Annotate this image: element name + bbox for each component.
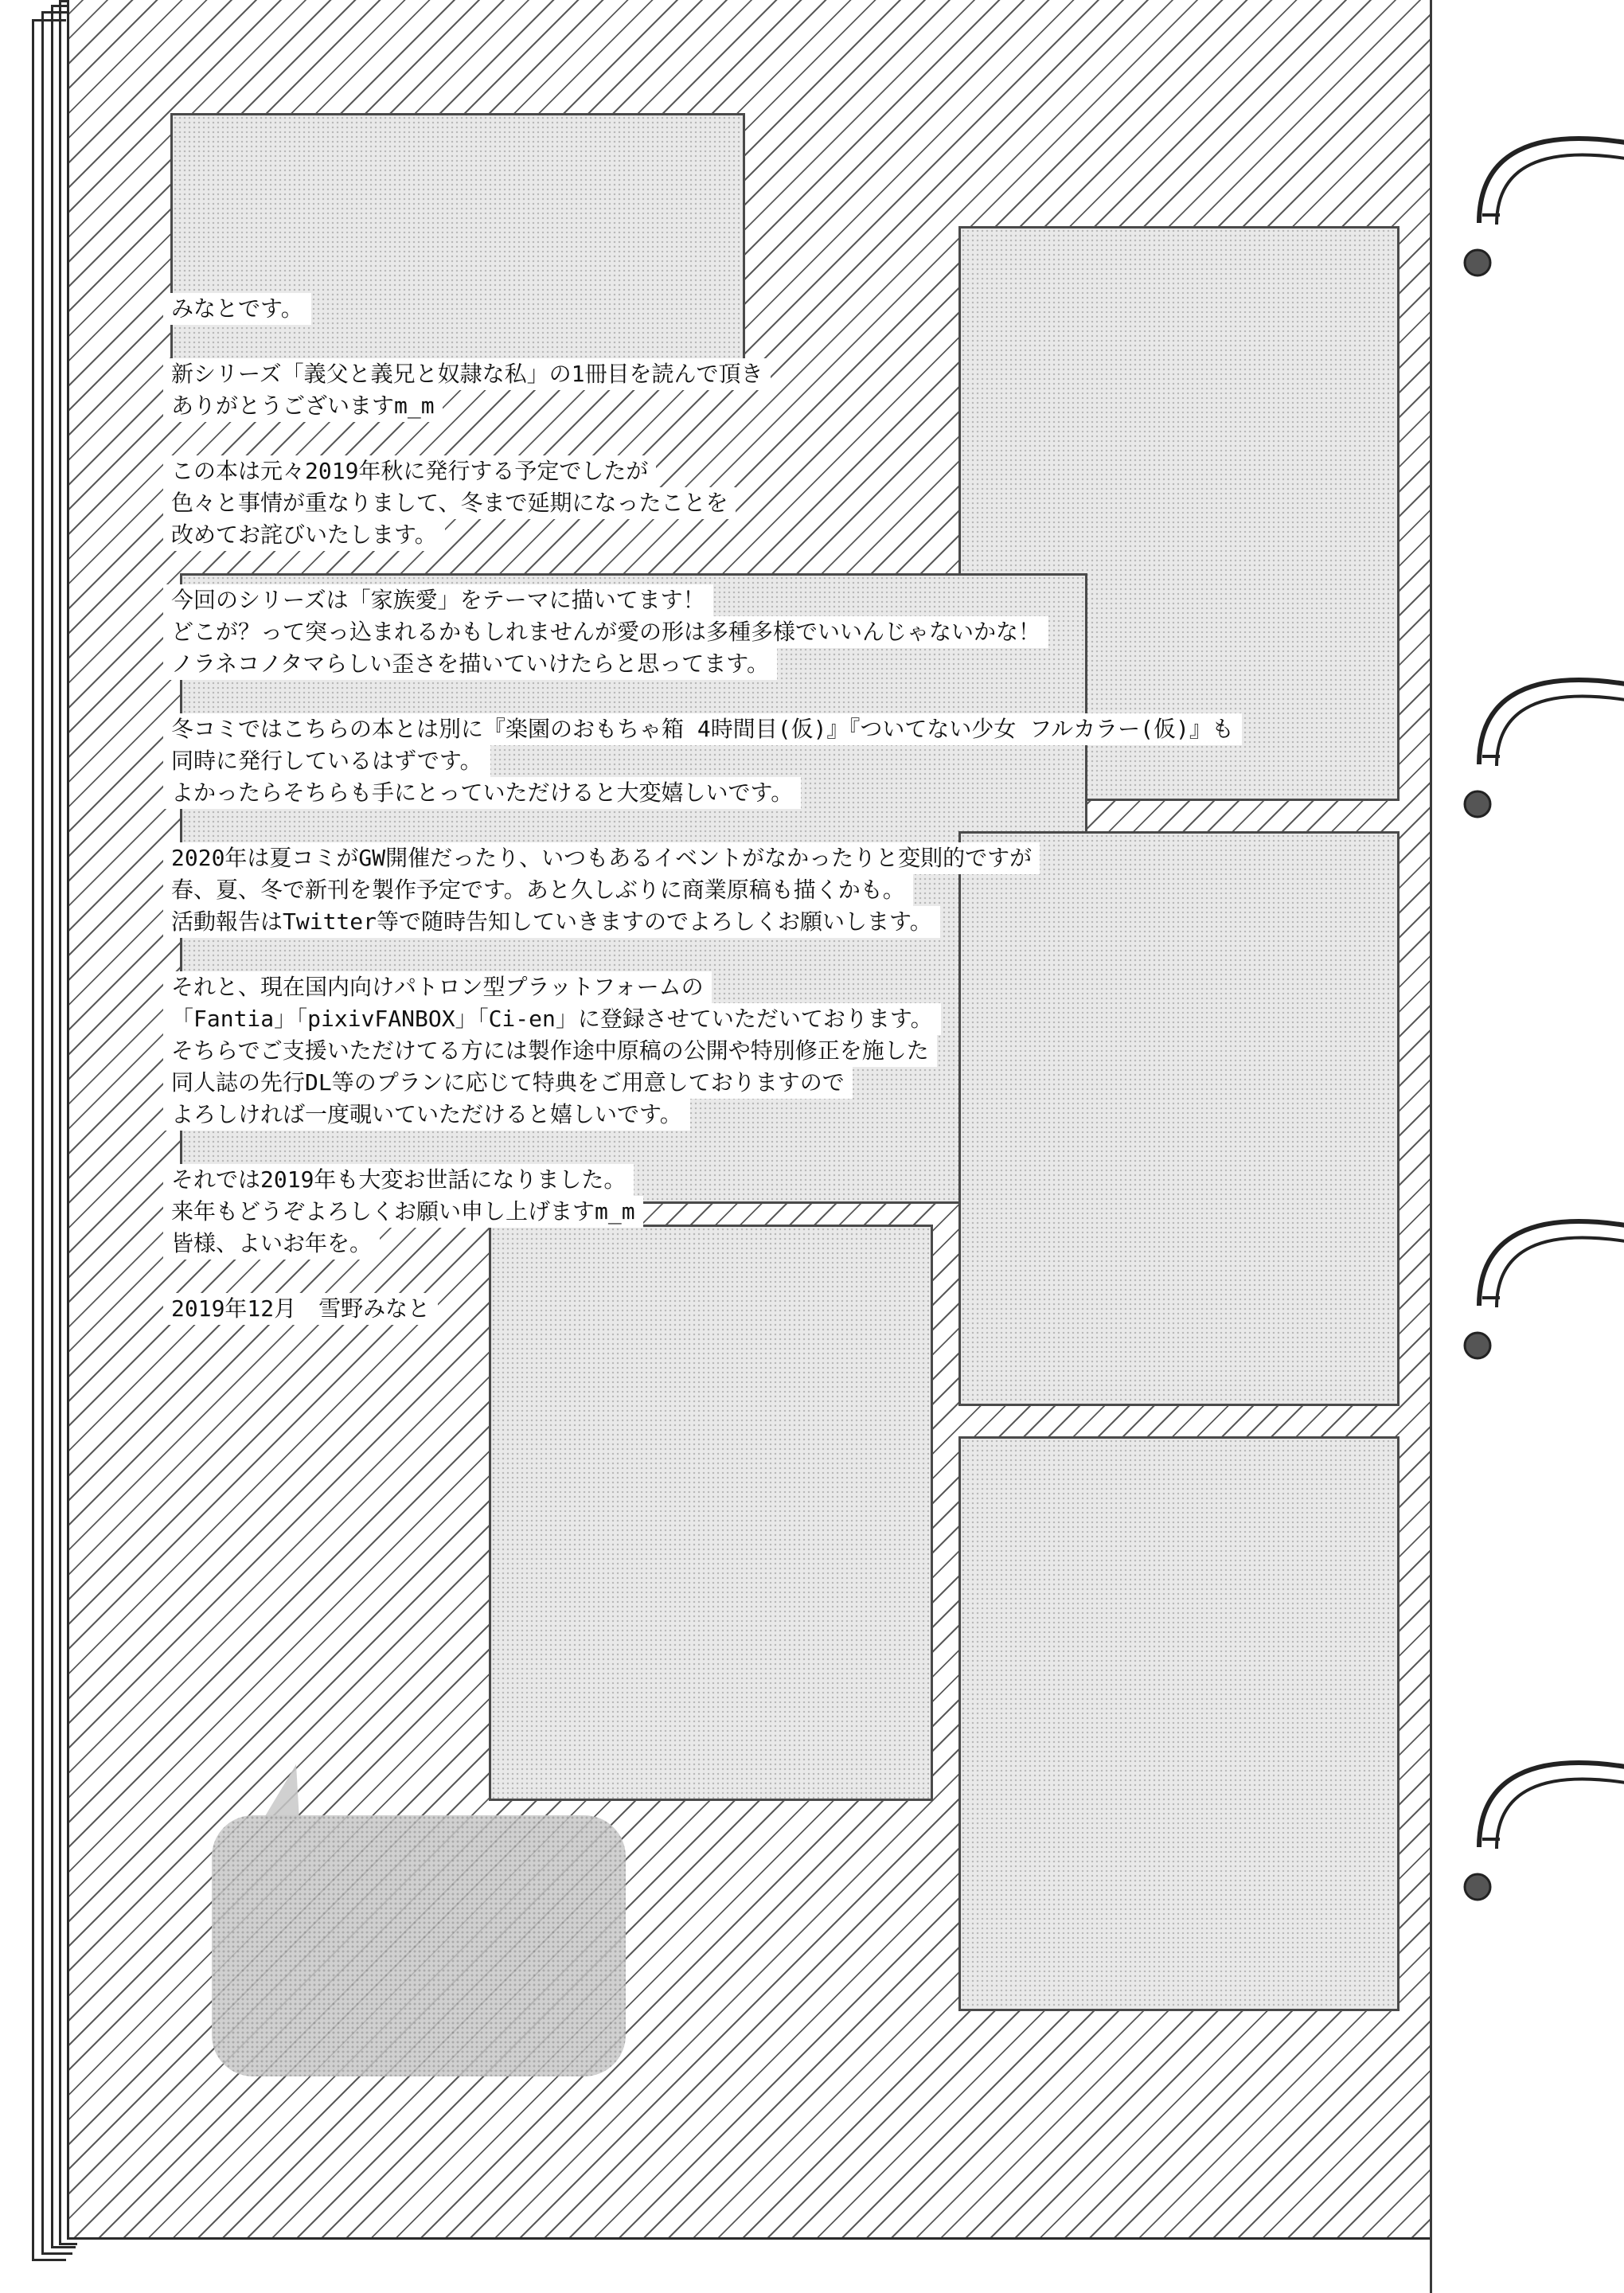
text-line: この本は元々2019年秋に発行する予定でしたが <box>163 455 656 487</box>
text-line: よろしければ一度覗いていただけると嬉しいです。 <box>163 1099 690 1131</box>
text-line: ありがとうございますm_m <box>163 390 443 422</box>
text-line: 来年もどうぞよろしくお願い申し上げますm_m <box>163 1196 643 1228</box>
text-line: 冬コミではこちらの本とは別に『楽園のおもちゃ箱 4時間目(仮)』『ついてない少女 フルカラー(仮)』も <box>163 713 1242 745</box>
paragraph <box>171 358 1349 422</box>
paragraph <box>171 713 1349 809</box>
binder-ring-icon <box>1447 637 1624 820</box>
text-line: それでは2019年も大変お世話になりました。 <box>163 1164 634 1196</box>
text-line: 2020年は夏コミがGW開催だったり、いつもあるイベントがなかったりと変則的ですが <box>163 842 1040 874</box>
paragraph <box>171 584 1349 680</box>
paragraph <box>171 842 1349 938</box>
text-line: 皆様、よいお年を。 <box>163 1228 380 1260</box>
text-line: よかったらそちらも手にとっていただけると大変嬉しいです。 <box>163 777 801 809</box>
text-line: 今回のシリーズは「家族愛」をテーマに描いてます！ <box>163 584 713 616</box>
text-line: 色々と事情が重なりまして、冬まで延期になったことを <box>163 487 736 519</box>
text-line: 同人誌の先行DL等のプランに応じて特典をご用意しておりますので <box>163 1067 853 1099</box>
text-line: 改めてお詫びいたします。 <box>163 519 445 551</box>
speech-bubble <box>212 1815 626 2076</box>
text-line: 新シリーズ「義父と義兄と奴隷な私」の1冊目を読んで頂き <box>163 358 771 390</box>
greeting <box>171 293 1349 325</box>
text-line: それと、現在国内向けパトロン型プラットフォームの <box>163 971 712 1003</box>
binder-ring-icon <box>1447 96 1624 279</box>
paragraph <box>171 971 1349 1131</box>
signature-line: 2019年12月 雪野みなと <box>163 1293 438 1325</box>
text-line: 春、夏、冬で新刊を製作予定です。あと久しぶりに商業原稿も描くかも。 <box>163 874 913 906</box>
text-line: そちらでご支援いただけてる方には製作途中原稿の公開や特別修正を施した <box>163 1035 937 1067</box>
text-line: 同時に発行しているはずです。 <box>163 745 490 777</box>
afterword-text <box>171 293 1349 1325</box>
binder-ring-icon <box>1447 1720 1624 1903</box>
text-line: 活動報告はTwitter等で随時告知していきますのでよろしくお願いします。 <box>163 906 940 938</box>
photo-panel <box>958 1436 1400 2011</box>
text-line: どこが？って突っ込まれるかもしれませんが愛の形は多種多様でいいんじゃないかな！ <box>163 616 1048 648</box>
text-line: みなとです。 <box>163 293 311 325</box>
text-line: 「Fantia」「pixivFANBOX」「Ci-en」に登録させていただいております。 <box>163 1003 941 1035</box>
signature <box>171 1293 1349 1325</box>
paragraph <box>171 455 1349 551</box>
paragraph <box>171 1164 1349 1260</box>
binder-ring-icon <box>1447 1178 1624 1361</box>
text-line: ノラネコノタマらしい歪さを描いていけたらと思ってます。 <box>163 648 777 680</box>
binder-margin <box>1430 0 1624 2293</box>
speech-bubble-tail <box>263 1764 299 1820</box>
